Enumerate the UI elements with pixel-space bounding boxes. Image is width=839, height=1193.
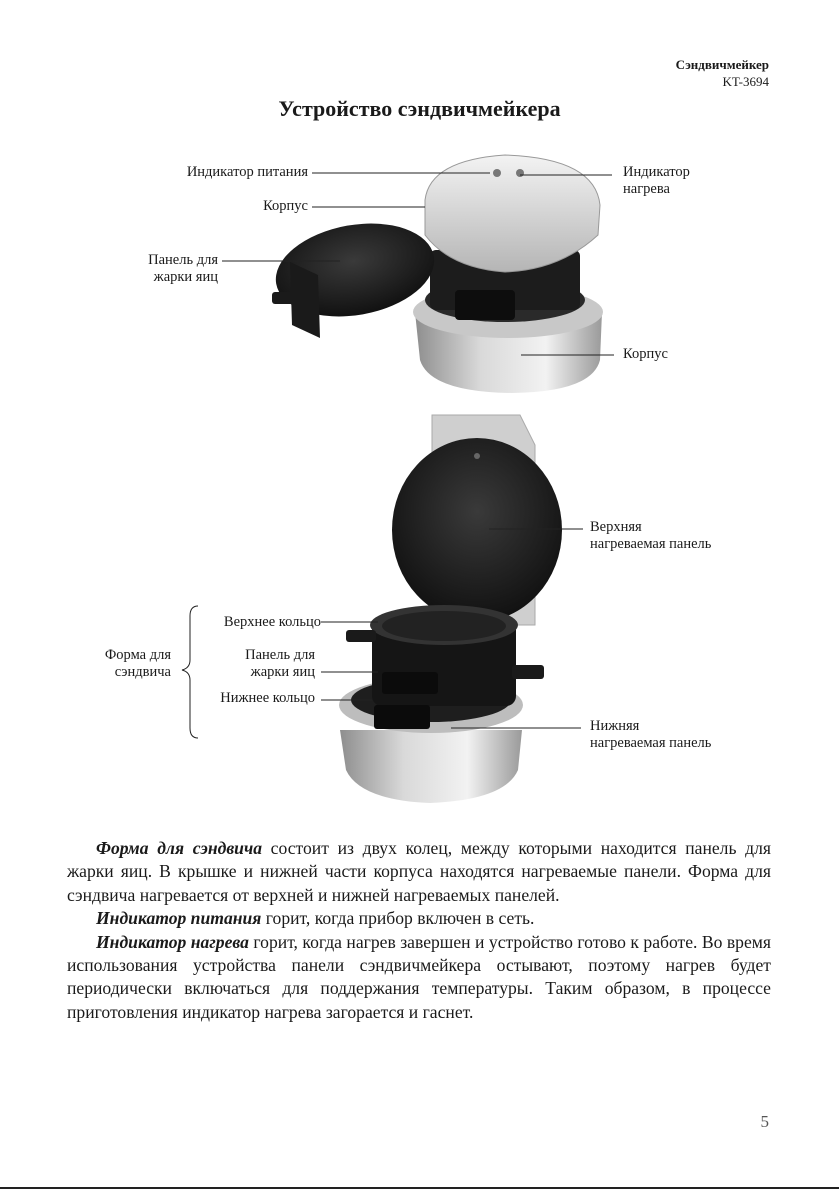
label-mold-egg-panel-line2: жарки яиц: [250, 664, 315, 680]
page-title: Устройство сэндвичмейкера: [278, 96, 561, 121]
description-text: [67, 837, 771, 1024]
figure-open-device: [339, 415, 562, 803]
header-brand: Сэндвичмейкер: [675, 57, 769, 72]
label-lower-plate-line1: Нижняя: [590, 718, 640, 734]
label-housing-bottom: Корпус: [623, 346, 668, 362]
paragraph-text: горит, когда прибор включен в сеть.: [261, 908, 535, 929]
label-egg-panel-line2: жарки яиц: [153, 269, 218, 285]
figure-closed-device: [268, 155, 603, 393]
label-lower-plate-line2: нагреваемая панель: [590, 735, 712, 751]
header-model: KT-3694: [722, 74, 769, 89]
label-mold-group-line2: сэндвича: [114, 664, 171, 680]
label-upper-ring: Верхнее кольцо: [223, 614, 321, 630]
page-bottom-rule: [0, 1187, 839, 1189]
paragraph-text: состоит из двух колец, между которыми находится панель для жарки яиц. В крышке и нижней части корпуса находятся нагреваемые панели. Форма для сэндвича нагревается от верхней и нижней нагреваемых панелей.: [67, 838, 771, 905]
term-heat-indicator: Индикатор нагрева: [96, 931, 249, 952]
paragraph-text: горит, когда нагрев завершен и устройство готово к работе. Во время использования устройства панели сэндвичмейкера остывают, поэтому нагрев будет периодически включаться для поддержания температуры. Таким образом, в процессе приготовления индикатор нагрева загорается и гаснет.: [67, 931, 771, 1022]
paragraph-sandwich-mold: [67, 837, 771, 907]
label-lower-ring: Нижнее кольцо: [220, 690, 315, 706]
label-egg-panel-line1: Панель для: [148, 252, 218, 268]
paragraph-heat-indicator: [67, 931, 771, 1025]
term-sandwich-mold: Форма для сэндвича: [96, 838, 262, 858]
label-housing-top: Корпус: [263, 198, 308, 214]
label-power-indicator: Индикатор питания: [186, 164, 308, 180]
label-upper-plate-line2: нагреваемая панель: [590, 536, 712, 552]
label-upper-plate-line1: Верхняя: [590, 519, 642, 535]
label-heat-indicator-line2: нагрева: [623, 181, 670, 197]
label-mold-egg-panel-line1: Панель для: [245, 647, 315, 663]
term-power-indicator: Индикатор питания: [96, 908, 262, 929]
label-mold-group-line1: Форма для: [104, 647, 171, 663]
label-heat-indicator-line1: Индикатор: [623, 164, 690, 180]
paragraph-power-indicator: [67, 907, 771, 930]
page-number: 5: [760, 1112, 769, 1131]
